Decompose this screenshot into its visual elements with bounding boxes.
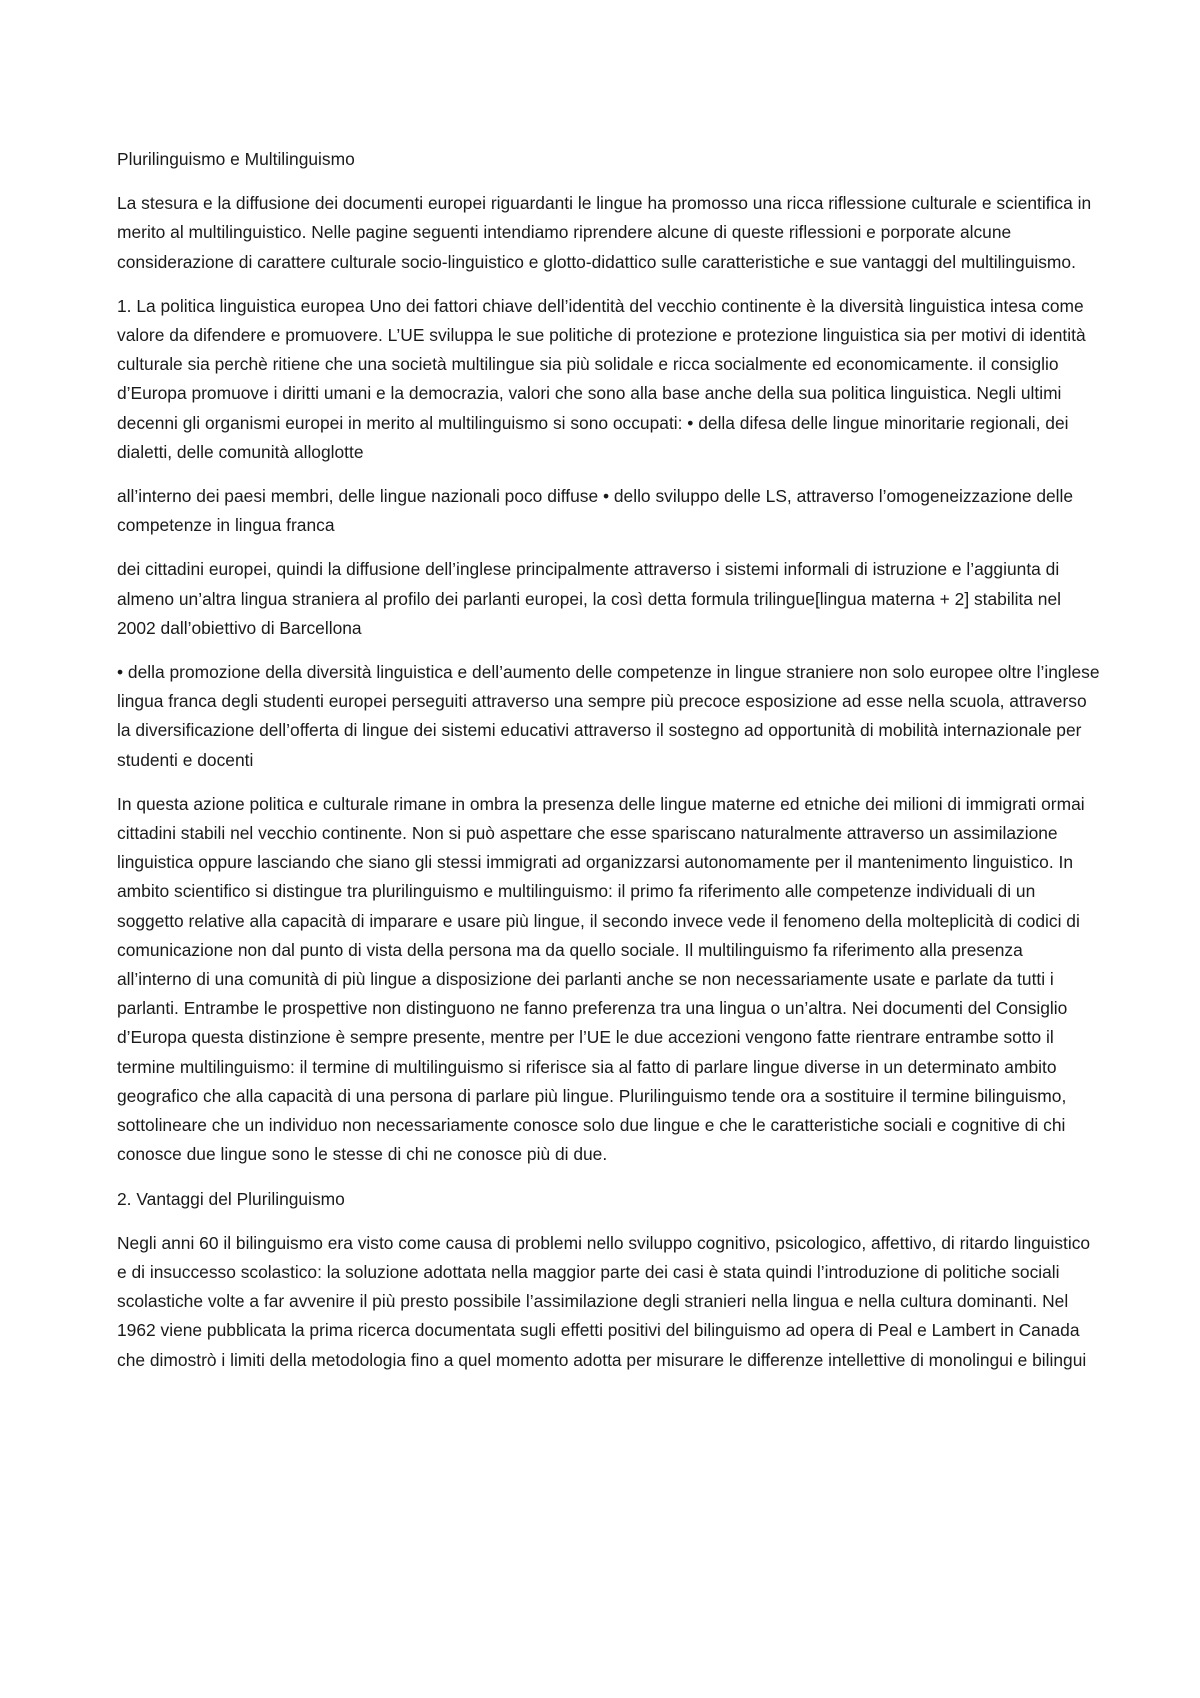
paragraph-intro: La stesura e la diffusione dei documenti europei riguardanti le lingue ha promosso una ricca riflessione culturale e scientifica in merito al multilinguistico. Nelle pagine seguenti intendiamo riprendere alcune di queste riflessioni e porporate alcune considerazione di carattere culturale socio-linguistico e glotto-didattico sulle caratteristiche e sue vantaggi del multilinguismo. <box>117 193 1092 272</box>
paragraph-plurilinguismo-multilinguismo: In questa azione politica e culturale rimane in ombra la presenza delle lingue materne ed etniche dei milioni di immigrati ormai cittadini stabili nel vecchio continente. Non si può aspettare che esse spariscano naturalmente attraverso un assimilazione linguistica oppure lasciando che siano gli stessi immigrati ad organizzarsi autonomamente per il mantenimento linguistico. In ambito scientifico si distingue tra plurilinguismo e multilinguismo: il primo fa riferimento alle competenze individuali di un soggetto relative alla capacità di imparare e usare più lingue, il secondo invece vede il fenomeno della molteplicità di codici di comunicazione non dal punto di vista della persona ma da quello sociale. Il multilinguismo fa riferimento alla presenza all’interno di una comunità di più lingue a disposizione dei parlanti anche se non necessariamente usate e parlate da tutti i parlanti. Entrambe le prospettive non distinguono ne fanno preferenza tra una lingua o un’altra. Nei documenti del Consiglio d’Europa questa distinzione è sempre presente, mentre per l’UE le due accezioni vengono fatte rientrare entrambe sotto il termine multilinguismo: il termine di multilinguismo si riferisce sia al fatto di parlare lingue diverse in un determinato ambito geografico che alla capacità di una persona di parlare più lingue. Plurilinguismo tende ora a sostituire il termine bilinguismo, sottolineare che un individuo non necessariamente conosce solo due lingue e che le caratteristiche sociali e cognitive di chi conosce due lingue sono le stesse di chi ne conosce più di due. <box>117 793 1085 1165</box>
paragraph-paesi-membri: all’interno dei paesi membri, delle lingue nazionali poco diffuse • dello sviluppo delle LS, attraverso l’omogeneizzazione delle competenze in lingua franca <box>117 486 1074 536</box>
paragraph-diversita-linguistica: • della promozione della diversità linguistica e dell’aumento delle competenze in lingue straniere non solo europee oltre l’inglese lingua franca degli studenti europei perseguiti attraverso una sempre più precoce esposizione ad esse nella scuola, attraverso la diversificazione dell’offerta di lingue dei sistemi educativi attraverso il sostegno ad opportunità di mobilità internazionale per studenti e docenti <box>117 662 1100 770</box>
paragraph-politica-linguistica: 1. La politica linguistica europea Uno dei fattori chiave dell’identità del vecchio continente è la diversità linguistica intesa come valore da difendere e promuovere. L’UE sviluppa le sue politiche di protezione e protezione linguistica sia per motivi di identità culturale sia perchè ritiene che una società multilingue sia più solidale e ricca socialmente ed economicamente. il consiglio d’Europa promuove i diritti umani e la democrazia, valori che sono alla base anche della sua politica linguistica. Negli ultimi decenni gli organismi europei in merito al multilinguismo si sono occupati: • della difesa delle lingue minoritarie regionali, dei dialetti, delle comunità alloglotte <box>117 295 1086 462</box>
paragraph-cittadini-europei: dei cittadini europei, quindi la diffusione dell’inglese principalmente attraverso i sistemi informali di istruzione e l’aggiunta di almeno un’altra lingua straniera al profilo dei parlanti europei, la così detta formula trilingue[lingua materna + 2] stabilita nel 2002 dall’obiettivo di Barcellona <box>117 559 1061 638</box>
section-heading-vantaggi: 2. Vantaggi del Plurilinguismo <box>117 1188 345 1209</box>
paragraph-bilinguismo-storia: Negli anni 60 il bilinguismo era visto come causa di problemi nello sviluppo cognitivo, psicologico, affettivo, di ritardo linguistico e di insuccesso scolastico: la soluzione adottata nella maggior parte dei casi è stata quindi l’introduzione di politiche sociali scolastiche volte a far avvenire il più presto possibile l’assimilazione degli stranieri nella lingua e nella cultura dominanti. Nel 1962 viene pubblicata la prima ricerca documentata sugli effetti positivi del bilinguismo ad opera di Peal e Lambert in Canada che dimostrò i limiti della metodologia fino a quel momento adotta per misurare le differenze intellettive di monolingui e bilingui <box>117 1232 1091 1370</box>
document-body <box>117 145 1102 1390</box>
document-title: Plurilinguismo e Multilinguismo <box>117 149 355 169</box>
